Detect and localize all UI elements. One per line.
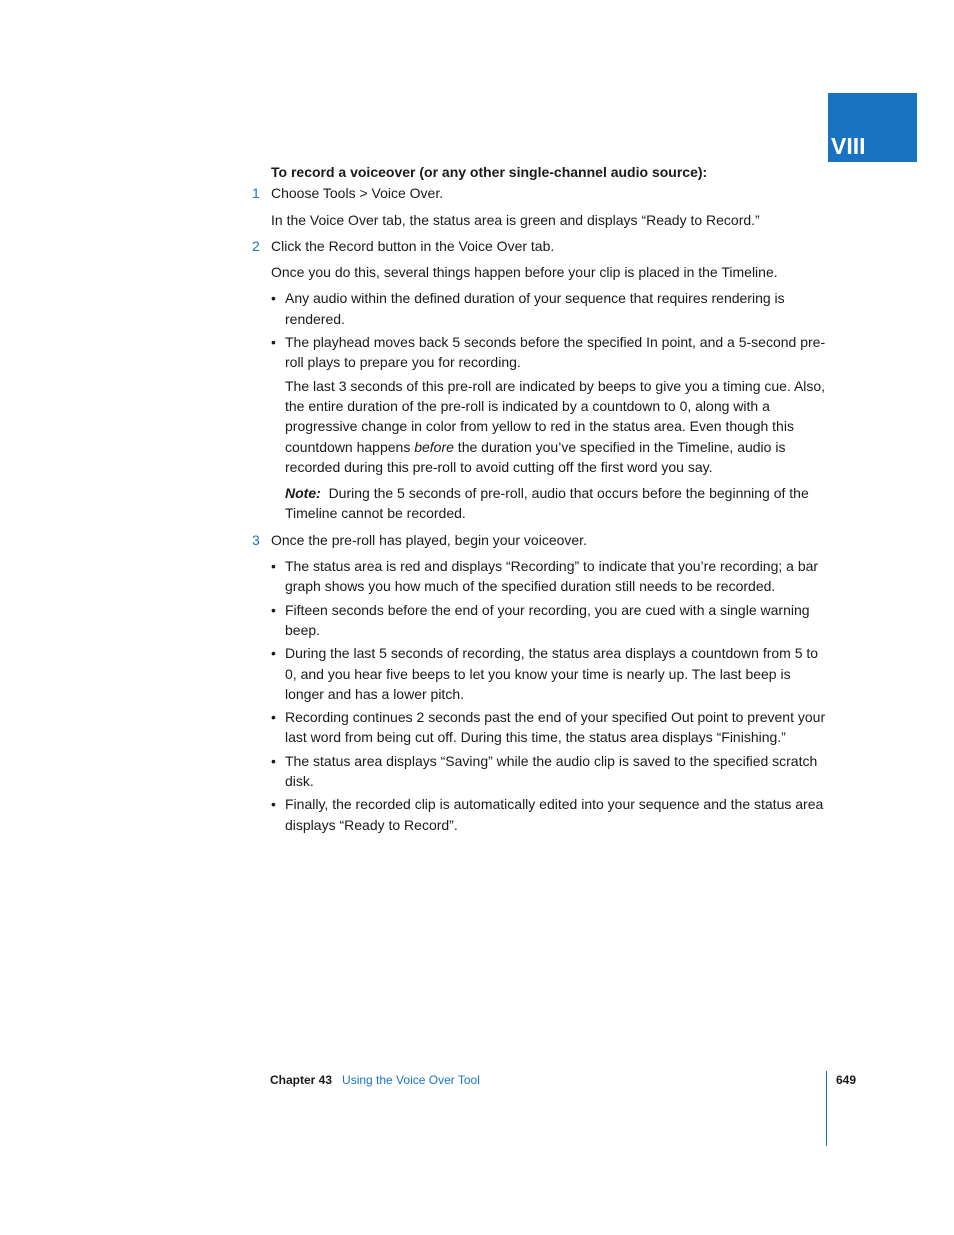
chapter-label: Chapter 43 bbox=[270, 1073, 333, 1087]
step-2 bbox=[252, 236, 830, 256]
list-item bbox=[271, 707, 830, 748]
step-1 bbox=[252, 183, 830, 203]
list-item-text: Fifteen seconds before the end of your recording, you are cued with a single warning beep. bbox=[285, 601, 810, 638]
page-footer bbox=[270, 1073, 480, 1087]
bullet-glyph: • bbox=[271, 752, 276, 769]
note bbox=[285, 483, 830, 524]
bullet-glyph: • bbox=[271, 601, 276, 618]
step-text: Click the Record button in the Voice Over tab. bbox=[271, 237, 555, 254]
bullet-glyph: • bbox=[271, 290, 276, 307]
list-item-text: The playhead moves back 5 seconds before the specified In point, and a 5-second pre-roll plays to prepare you for recording. bbox=[285, 334, 826, 371]
list-item bbox=[271, 794, 830, 835]
list-item bbox=[271, 332, 830, 373]
list-item-text: During the last 5 seconds of recording, the status area displays a countdown from 5 to 0, and you hear five beeps to let you know your time is nearly up. The last beep is longer and has a lower pitch. bbox=[285, 645, 819, 702]
sub-paragraph bbox=[285, 376, 830, 477]
bullet-glyph: • bbox=[271, 709, 276, 726]
footer-divider bbox=[826, 1071, 827, 1146]
emphasis: before bbox=[414, 438, 454, 455]
step-number: 1 bbox=[252, 185, 260, 202]
chapter-title-link[interactable]: Using the Voice Over Tool bbox=[342, 1073, 480, 1087]
part-tab bbox=[828, 93, 917, 162]
list-item-text: Any audio within the defined duration of your sequence that requires rendering is rendered. bbox=[285, 290, 785, 327]
note-text: During the 5 seconds of pre-roll, audio that occurs before the beginning of the Timeline cannot be recorded. bbox=[285, 485, 809, 522]
bullet-glyph: • bbox=[271, 645, 276, 662]
paragraph: Once you do this, several things happen before your clip is placed in the Timeline. bbox=[271, 264, 778, 281]
list-item bbox=[271, 751, 830, 792]
step-text: Choose Tools > Voice Over. bbox=[271, 185, 444, 202]
page-content bbox=[250, 162, 830, 838]
list-item-text: Finally, the recorded clip is automatically edited into your sequence and the status area displays “Ready to Record”. bbox=[285, 796, 824, 833]
bullet-list bbox=[250, 556, 830, 835]
list-item-text: Recording continues 2 seconds past the end of your specified Out point to prevent your last word from being cut off. During this time, the status area displays “Finishing.” bbox=[285, 709, 826, 746]
step-number: 3 bbox=[252, 531, 260, 548]
list-item bbox=[271, 643, 830, 704]
note-label: Note: bbox=[285, 485, 321, 502]
procedure-heading: To record a voiceover (or any other single-channel audio source): bbox=[271, 164, 708, 180]
list-item-text: The status area displays “Saving” while the audio clip is saved to the specified scratch disk. bbox=[285, 752, 818, 790]
step-3 bbox=[252, 530, 830, 550]
list-item bbox=[271, 600, 830, 641]
list-item bbox=[271, 556, 830, 597]
bullet-glyph: • bbox=[271, 334, 276, 351]
page-number: 649 bbox=[836, 1073, 857, 1087]
sub-paragraph-text: the duration you’ve specified in the Timeline, audio is recorded during this pre-roll to avoid cutting off the first word you say. bbox=[285, 438, 786, 475]
paragraph: In the Voice Over tab, the status area is green and displays “Ready to Record.” bbox=[271, 211, 760, 228]
step-number: 2 bbox=[252, 237, 260, 254]
bullet-glyph: • bbox=[271, 558, 276, 575]
step-text: Once the pre-roll has played, begin your voiceover. bbox=[271, 531, 587, 548]
part-tab-label: VIII bbox=[831, 133, 866, 159]
sub-paragraph-text: The last 3 seconds of this pre-roll are indicated by beeps to give you a timing cue. Also, the entire duration of the pre-roll is indicated by a countdown to 0, along with a progressive change in color from yellow to red in the status area. Even though this countdown happens bbox=[285, 377, 826, 455]
bullet-list bbox=[250, 288, 830, 372]
bullet-glyph: • bbox=[271, 796, 276, 813]
list-item bbox=[271, 288, 830, 329]
list-item-text: The status area is red and displays “Recording” to indicate that you’re recording; a bar graph shows you how much of the specified duration still needs to be recorded. bbox=[285, 558, 819, 595]
